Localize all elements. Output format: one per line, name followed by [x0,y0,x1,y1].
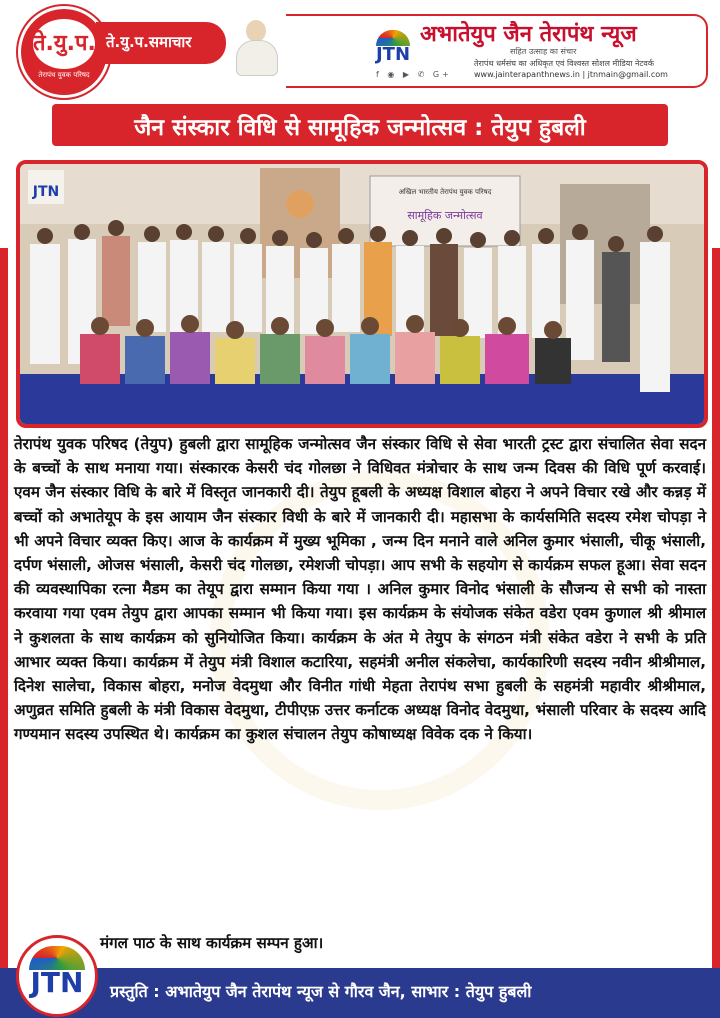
right-border [712,248,720,968]
jtn-logo-icon [374,30,412,70]
teyup-logo-text: ते.यु.प. [33,19,95,69]
guru-portrait-icon [234,18,278,76]
article-body: तेरापंथ युवक परिषद (तेयुप) हुबली द्वारा सामूहिक जन्मोत्सव जैन संस्कार विधि से सेवा भारती ट्रस्ट द्वारा संचालित सेवा सदन के बच्चों के साथ मनाया गया। संस्कारक केसरी चंद गोलछा ने विधिवत मंत्रोचार के साथ जन्म दिवस की विधि पूर्ण करवाई। एवम जैन संस्कार विधि के बारे में विस्तृत जानकारी दी। तेयुप हूबली के अध्यक्ष विशाल बोहरा ने अपने विचार रखे और कन्नड़ में बच्चों को अभातेयूप के इस आयाम जैन संस्कार विधी के बारे में जानकारी दी। महासभा के कार्यसमिति सदस्य रमेश चोपड़ा ने भी अपने विचार व्यक्त किए। आज के कार्यक्रम में मुख्य भूमिका , जन्म दिन मनाने वाले अनिल कुमार भंसाली, चीकू भंसाली, दर्पण भंसाली, ओजस भंसाली, केसरी चंद गोलछा, रमेशजी चोपड़ा। आप सभी के सहयोग से कार्यक्रम सफल हूआ। सेवा सदन की व्यवस्थापिका रत्ना मैडम का तेयूप द्वारा सम्मान किया गया । अनिल कुमार विनोद भंसाली के सौजन्य से सभी को नास्ता करवाया गया एवम तेयुप द्वारा आपका सम्मान भी किया गया। इस कार्यक्रम के संयोजक संकेत वडेरा एवम कुणाल श्री श्रीमाल ने कुशलता के साथ कार्यक्रम को सुनियोजित किया। कार्यक्रम के अंत मे तेयुप के संगठन मंत्री संकेत वडेरा ने सभी के प्रति आभार व्यक्त किया। कार्यक्रम में तेयुप मंत्री विशाल कटारिया, सहमंत्री अनील संकलेचा, कार्यकारिणी सदस्य नवीन श्रीश्रीमाल, दिनेश सालेचा, विकास बोहरा, मनोज वेदमुथा और विनीत गांधी मेहता तेरापंथ सभा हुबली के सहमंत्री महावीर श्रीश्रीमाल, अणुव्रत समिति हुबली के मंत्री विकास वेदमुथा, टीपीएफ़ उत्तर कर्नाटक अध्यक्ष विनोद वेदमुथा, भंसाली परिवार के सदस्य आदि गण्यमान सदस्य उपस्थित थे। कार्यक्रम का कुशल संचालन तेयुप कोषाध्यक्ष विवेक दक ने किया। [14,435,706,744]
brand-tagline: सहित उत्साह का संचार [510,47,577,56]
footer-bar [0,968,720,1018]
headline-bar [52,104,668,146]
footer-credit: प्रस्तुति : अभातेयुप जैन तेरापंथ न्यूज से गौरव जैन, साभार : तेयुप हुबली [110,982,532,1001]
group-photo-illustration [20,164,704,424]
banner-line-1: अखिल भारतीय तेरापंथ युवक परिषद [398,188,492,196]
jtn-logo-text: JTN [375,44,411,65]
headline: जैन संस्कार विधि से सामूहिक जन्मोत्सव : तेयुप हुबली [134,115,586,141]
teyup-logo-ring-text: तेरापंथ युवक परिषद [38,71,90,79]
jtn-footer-logo [16,935,98,1017]
brand-subtitle: तेरापंथ धर्मसंघ का अधिकृत एवं विश्वस्त सोशल मीडिया नेटवर्क [474,59,655,68]
article-closing: मंगल पाठ के साथ कार्यक्रम सम्पन हुआ। [100,934,324,952]
section-label: ते.यु.प.समाचार [106,33,192,51]
header [0,0,720,96]
brand-name: अभातेयुप जैन तेरापंथ न्यूज [420,22,637,47]
banner-line-2: सामूहिक जन्मोत्सव [407,209,483,222]
social-icons: f ◉ ▶ ✆ G+ [376,70,452,79]
left-border [0,248,8,968]
jtn-footer-logo-text: JTN [30,966,84,999]
photo-jtn-mark: JTN [32,184,60,200]
section-label-bar [96,22,226,64]
website-email: www.jainterapanthnews.in | jtnmain@gmail.com [474,70,668,79]
group-photo [16,160,708,428]
